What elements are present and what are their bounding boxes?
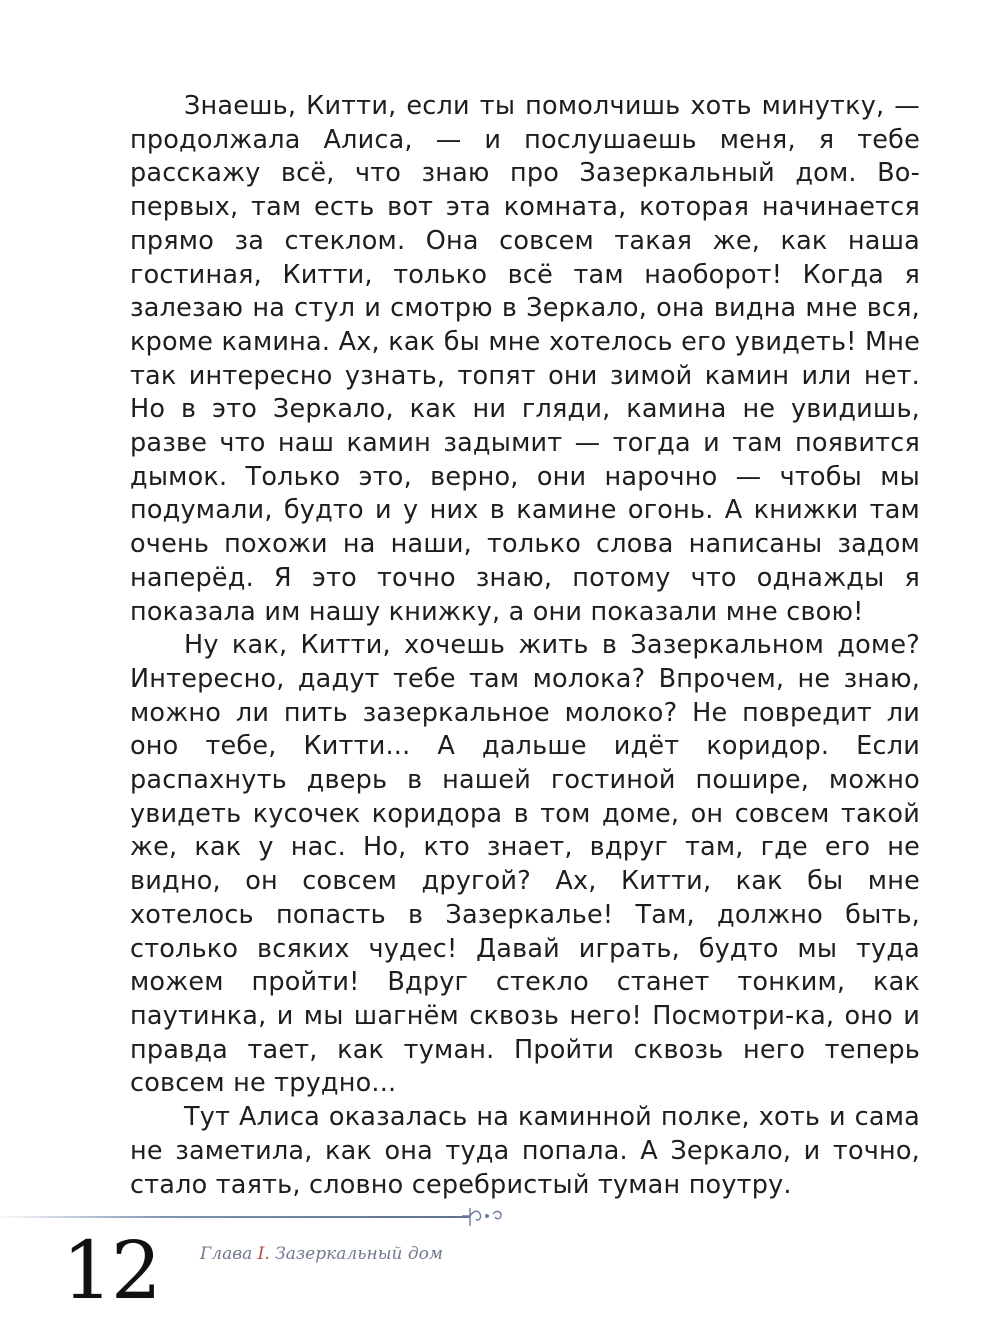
- paragraph: Знаешь, Китти, если ты помолчишь хоть минутку, — продолжала Алиса, — и послушаешь меня, я тебе расскажу всё, что знаю про Зазеркальный дом. Во-первых, там есть вот эта комната, которая начинается прямо за стеклом. Она совсем такая же, как наша гостиная, Китти, только всё там наоборот! Когда я залезаю на стул и смотрю в Зеркало, она видна мне вся, кроме камина. Ах, как бы мне хотелось его увидеть! Мне так интересно узнать, топят они зимой камин или нет. Но в это Зеркало, как ни гляди, камина не увидишь, разве что наш камин задымит — тогда и там появится дымок. Только это, верно, они нарочно — чтобы мы подумали, будто и у них в камине огонь. А книжки там очень похожи на наши, только слова написаны задом наперёд. Я это точно знаю, потому что однажды я показала им нашу книжку, а они показали мне свою!: [130, 91, 920, 627]
- paragraph: Ну как, Китти, хочешь жить в Зазеркальном доме? Интересно, дадут тебе там молока? Впрочем, не знаю, можно ли пить зазеркальное молоко? Не повредит ли оно тебе, Китти... А дальше идёт коридор. Если распахнуть дверь в нашей гостиной пошире, можно увидеть кусочек коридора в том доме, он совсем такой же, как у нас. Но, кто знает, вдруг там, где его не видно, он совсем другой? Ах, Китти, как бы мне хотелось попасть в Зазеркалье! Там, должно быть, столько всяких чудес! Давай играть, будто мы туда можем пройти! Вдруг стекло станет тонким, как паутинка, и мы шагнём сквозь него! Посмотри-ка, оно и правда тает, как туман. Пройти сквозь него теперь совсем не трудно...: [130, 630, 920, 1099]
- chapter-numeral: I.: [257, 1244, 270, 1264]
- chapter-title: Зазеркальный дом: [275, 1244, 443, 1264]
- page-number: 12: [62, 1224, 160, 1317]
- chapter-label: Глава: [200, 1244, 253, 1264]
- paragraph: Тут Алиса оказалась на каминной полке, хоть и сама не заметила, как она туда попала. А Зеркало, и точно, стало таять, словно серебристый туман поутру.: [130, 1102, 920, 1200]
- flourish-icon: [460, 1202, 510, 1232]
- footer-rule: [0, 1216, 470, 1218]
- running-head: [200, 1244, 443, 1264]
- page-body: [130, 90, 920, 1202]
